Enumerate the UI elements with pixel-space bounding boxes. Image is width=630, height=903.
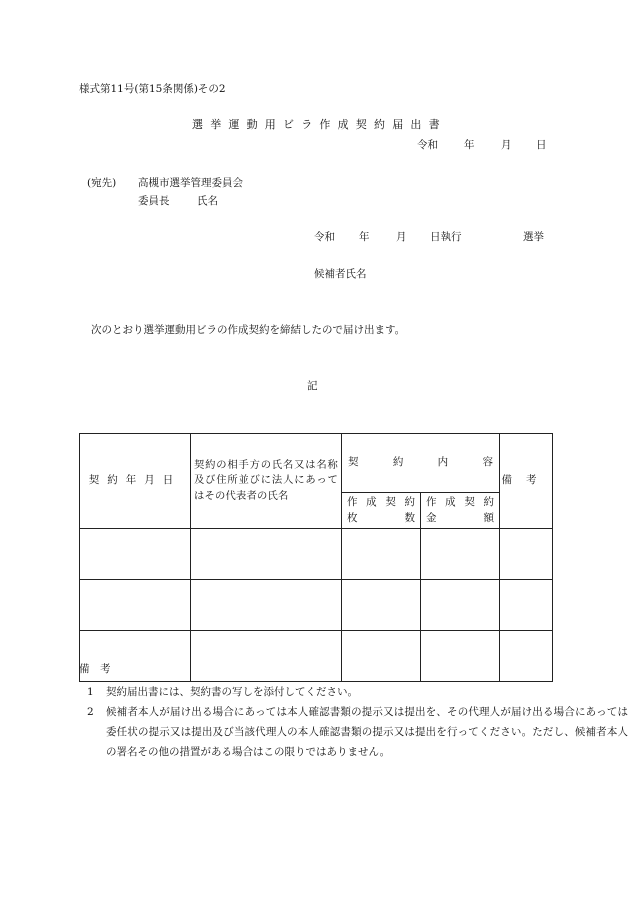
header-contract-count <box>342 493 421 529</box>
contract-table <box>79 433 553 682</box>
header-date-day: 日 <box>536 139 547 151</box>
header-count-suu: 数 <box>404 511 415 524</box>
ki-mark: 記 <box>307 380 318 392</box>
addressee-name-label: 氏名 <box>197 195 218 207</box>
header-amount-kin: 金 <box>426 511 437 524</box>
cell-notes[interactable] <box>500 529 553 580</box>
note-text: 候補者本人が届け出る場合にあっては本人確認書類の提示又は提出を、その代理人が届け出る場合にあっては委任状の提示又は提出及び当該代理人の本人確認書類の提示又は提出を行ってください。ただし、候補者本人の署名その他の措置がある場合はこの限りではありません。 <box>106 706 628 759</box>
header-date-month: 月 <box>501 139 512 151</box>
header-date-year: 年 <box>464 139 475 151</box>
cell-date[interactable] <box>80 529 191 580</box>
cell-amount[interactable] <box>421 631 500 682</box>
note-number: 1 <box>87 686 94 698</box>
form-number: 様式第11号(第15条関係)その2 <box>79 83 226 95</box>
cell-count[interactable] <box>342 580 421 631</box>
cell-party[interactable] <box>191 580 342 631</box>
cell-notes[interactable] <box>500 631 553 682</box>
notes-heading: 備 考 <box>79 663 111 675</box>
note-item-1 <box>79 682 629 702</box>
cell-party[interactable] <box>191 529 342 580</box>
cell-party[interactable] <box>191 631 342 682</box>
addressee-person-title: 委員長 <box>138 195 170 207</box>
header-count-line1: 作成契約 <box>347 496 415 509</box>
header-amount-line2 <box>426 511 494 526</box>
note-text: 契約届出書には、契約書の写しを添付してください。 <box>106 686 358 698</box>
note-number: 2 <box>87 706 94 718</box>
header-notes: 備考 <box>500 434 553 529</box>
cell-count[interactable] <box>342 631 421 682</box>
header-count-line2 <box>347 511 415 526</box>
addressee-label: (宛先) <box>87 177 117 189</box>
note-item-2 <box>79 702 629 784</box>
cell-notes[interactable] <box>500 580 553 631</box>
header-amount-gaku: 額 <box>483 511 494 524</box>
header-contract-party: 契約の相手方の氏名又は名称及び住所並びに法人にあってはその代表者の氏名 <box>191 434 342 529</box>
header-contract-amount <box>421 493 500 529</box>
election-month: 月 <box>396 231 407 243</box>
table-row <box>80 631 553 682</box>
election-suffix: 選挙 <box>523 231 544 243</box>
candidate-name-label: 候補者氏名 <box>314 268 367 280</box>
election-year: 年 <box>359 231 370 243</box>
election-era: 令和 <box>314 231 335 243</box>
table-header-row <box>80 434 553 493</box>
header-contract-contents: 契約内容 <box>342 434 500 493</box>
header-contract-date: 契約年月日 <box>80 434 191 529</box>
header-date-era: 令和 <box>417 139 438 151</box>
addressee-org: 高槻市選挙管理委員会 <box>138 177 243 189</box>
table-row <box>80 529 553 580</box>
cell-count[interactable] <box>342 529 421 580</box>
table-row <box>80 580 553 631</box>
cell-date[interactable] <box>80 580 191 631</box>
document-title: 選挙運動用ビラ作成契約届出書 <box>192 118 447 131</box>
election-day-exec: 日執行 <box>430 231 462 243</box>
body-text: 次のとおり選挙運動用ビラの作成契約を締結したので届け出ます。 <box>91 324 406 336</box>
cell-amount[interactable] <box>421 529 500 580</box>
cell-amount[interactable] <box>421 580 500 631</box>
header-count-mai: 枚 <box>347 511 358 524</box>
header-amount-line1: 作成契約 <box>426 496 494 509</box>
